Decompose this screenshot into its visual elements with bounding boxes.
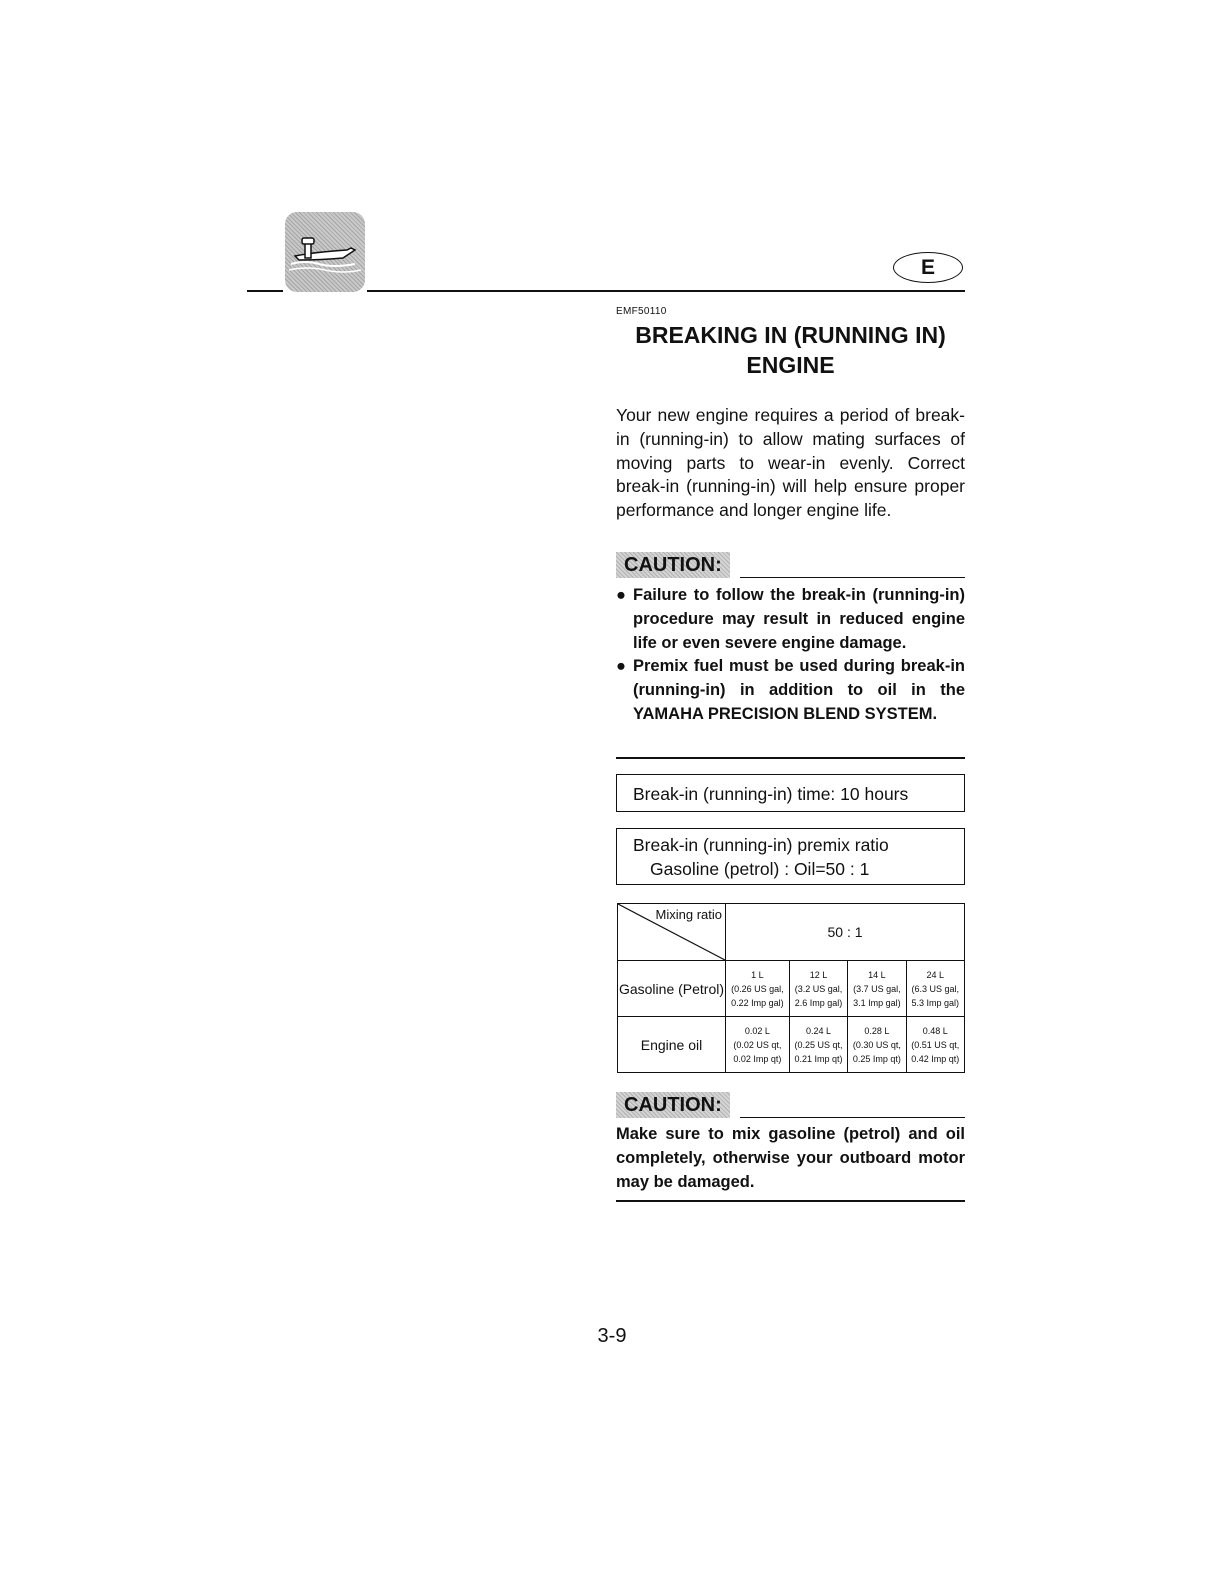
corner-label: Mixing ratio: [655, 907, 722, 922]
table-cell: 0.48 L (0.51 US qt, 0.42 Imp qt): [906, 1017, 964, 1073]
table-row-label: Engine oil: [618, 1017, 726, 1073]
bullet-icon: ●: [616, 586, 626, 604]
break-in-time: Break-in (running-in) time: 10 hours: [633, 784, 909, 804]
table-cell: 0.28 L (0.30 US qt, 0.25 Imp qt): [848, 1017, 906, 1073]
table-cell: 12 L (3.2 US gal, 2.6 Imp gal): [789, 961, 847, 1017]
premix-ratio-box: [616, 828, 965, 885]
table-cell: 1 L (0.26 US gal, 0.22 Imp gal): [726, 961, 790, 1017]
list-item-text: Failure to follow the break-in (running-in) procedure may result in reduced engine life or even severe engine damage.: [633, 586, 965, 652]
section-code: EMF50110: [616, 306, 667, 317]
caution-rule: [740, 577, 965, 579]
table-cell: 14 L (3.7 US gal, 3.1 Imp gal): [848, 961, 906, 1017]
caution-label: CAUTION:: [616, 552, 730, 578]
header-rule: [247, 290, 283, 292]
caution-text: Make sure to mix gasoline (petrol) and oil completely, otherwise your outboard motor may be damaged.: [616, 1125, 965, 1191]
caution-rule: [740, 1117, 965, 1119]
language-badge: E: [893, 252, 963, 283]
page-number: 3-9: [597, 1325, 627, 1347]
caution-label: CAUTION:: [616, 1092, 730, 1118]
list-item: [616, 584, 965, 655]
list-item: [616, 655, 965, 726]
bullet-icon: ●: [616, 657, 626, 676]
caution-end-rule: [616, 1200, 965, 1202]
list-item-text: Premix fuel must be used during break-in (running-in) in addition to oil in the YAMAHA PRECISION BLEND SYSTEM.: [633, 657, 965, 723]
ratio-header: 50 : 1: [726, 904, 965, 961]
table-cell: 24 L (6.3 US gal, 5.3 Imp gal): [906, 961, 964, 1017]
boat-outboard-icon: [285, 212, 365, 292]
caution-heading: [616, 1092, 965, 1118]
premix-ratio-value: Gasoline (petrol) : Oil=50 : 1: [650, 859, 870, 879]
header-rule: [367, 290, 965, 292]
table-cell: 0.24 L (0.25 US qt, 0.21 Imp qt): [789, 1017, 847, 1073]
break-in-time-box: [616, 774, 965, 812]
table-row-label: Gasoline (Petrol): [618, 961, 726, 1017]
caution-heading: [616, 552, 965, 578]
caution-list: [616, 584, 965, 727]
mixing-table: [617, 903, 965, 1073]
intro-paragraph: Your new engine requires a period of break-in (running-in) to allow mating surfaces of moving parts to wear-in evenly. Correct break-in (running-in) will help ensure proper performance and longer engine life.: [616, 405, 965, 521]
premix-ratio-title: Break-in (running-in) premix ratio: [633, 835, 889, 855]
title-line: BREAKING IN (RUNNING IN): [635, 322, 946, 348]
caution-end-rule: [616, 757, 965, 759]
table-corner-cell: [618, 904, 726, 961]
page-title: [616, 320, 965, 380]
table-cell: 0.02 L (0.02 US qt, 0.02 Imp qt): [726, 1017, 790, 1073]
title-line: ENGINE: [746, 352, 835, 378]
